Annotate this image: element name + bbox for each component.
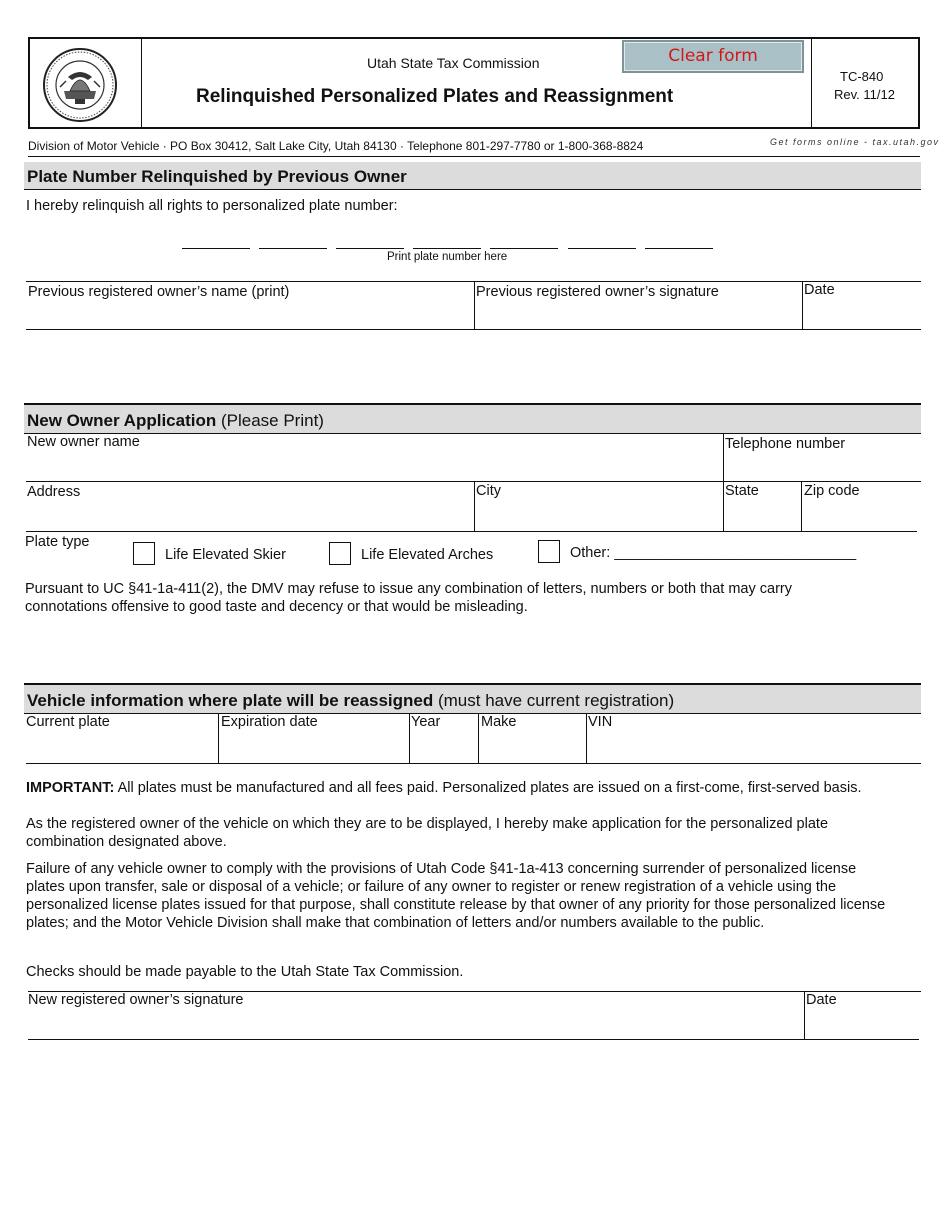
state-label: State [725,483,759,499]
city-field[interactable] [476,504,721,529]
online-link[interactable]: Get forms online - tax.utah.gov [770,137,940,147]
skier-option-label: Life Elevated Skier [165,547,286,563]
section-new-owner-heading: New Owner Application (Please Print) [24,403,921,434]
divider [474,481,475,532]
vin-field[interactable] [588,736,920,762]
current-plate-label: Current plate [26,714,110,730]
expiration-field[interactable] [220,736,407,762]
application-statement: As the registered owner of the vehicle on which they are to be displayed, I hereby make application for the personalized plate combination designated above. [26,816,829,850]
divider [586,714,587,764]
header-divider [141,39,142,127]
prev-date-field[interactable] [804,303,920,328]
other-option-label[interactable]: Other: ______________________________ [570,545,857,561]
city-label: City [476,483,501,499]
current-plate-field[interactable] [26,736,216,762]
section-vehicle-heading: Vehicle information where plate will be reassigned (must have current registration) [24,683,921,714]
state-field[interactable] [725,504,799,529]
plate-char-field-7[interactable] [645,248,713,249]
checks-statement: Checks should be made payable to the Utah State Tax Commission. [26,964,464,980]
agency-name: Utah State Tax Commission [367,55,540,71]
clear-form-button[interactable]: Clear form [622,40,804,73]
form-number: TC-840 [840,69,884,84]
plate-char-field-1[interactable] [182,248,250,249]
prev-owner-signature-label: Previous registered owner’s signature [476,284,719,300]
address-label: Address [27,484,81,500]
plate-char-field-2[interactable] [259,248,327,249]
divider [26,763,921,764]
zip-label: Zip code [804,483,860,499]
failure-statement: Failure of any vehicle owner to comply with the provisions of Utah Code §41-1a-413 concerning surrender of personalized license plates upon transfer, sale or disposal of a vehicle; or failure of any owner to register or renew registration of a vehicle using the personalized license plates issued for that purpose, shall constitute release by that owner of any priority for those personalized license plates; and the Motor Vehicle Division shall make that combination of letters and/or numbers available to the public. [26,861,886,931]
divider [723,434,724,532]
skier-checkbox[interactable] [133,542,155,565]
plate-caption: Print plate number here [387,251,508,263]
form-number-block [834,68,895,104]
new-signature-field[interactable] [28,1012,802,1038]
year-label: Year [411,714,441,730]
division-contact: Division of Motor Vehicle · PO Box 30412, Salt Lake City, Utah 84130 · Telephone 801-297-7780 or 1-800-368-8824 [28,139,644,153]
form-revision: Rev. 11/12 [834,87,895,102]
header-divider [811,39,812,127]
plate-char-field-3[interactable] [336,248,404,249]
make-label: Make [481,714,517,730]
offensive-notice: Pursuant to UC §41-1a-411(2), the DMV may refuse to issue any combination of letters, numbers or both that may carry connotations offensive to good taste and decency or that would be misleading. [25,581,792,615]
zip-field[interactable] [803,504,917,529]
prev-owner-name-field[interactable] [26,303,472,328]
new-owner-name-label: New owner name [27,434,140,450]
form-title: Relinquished Personalized Plates and Reassignment [196,86,674,107]
relinquish-statement: I hereby relinquish all rights to personalized plate number: [26,198,398,214]
plate-type-label: Plate type [25,534,90,550]
new-date-field[interactable] [806,1012,919,1038]
divider [409,714,410,764]
vin-label: VIN [588,714,613,730]
divider [28,156,920,157]
prev-owner-name-label: Previous registered owner’s name (print) [28,284,290,300]
divider [28,1039,919,1040]
divider [478,714,479,764]
divider [801,481,802,532]
make-field[interactable] [480,736,584,762]
divider [804,991,805,1040]
new-owner-name-field[interactable] [26,454,720,479]
prev-date-label: Date [804,282,835,298]
expiration-label: Expiration date [221,714,318,730]
address-field[interactable] [26,504,472,529]
year-field[interactable] [411,736,476,762]
plate-char-field-6[interactable] [568,248,636,249]
divider [474,281,475,330]
arches-checkbox[interactable] [329,542,351,565]
new-date-label: Date [806,992,837,1008]
prev-owner-signature-field[interactable] [476,303,800,328]
important-notice: IMPORTANT: All plates must be manufactured and all fees paid. Personalized plates are issued on a first-come, first-served basis. [26,780,862,796]
other-checkbox[interactable] [538,540,560,563]
plate-char-field-5[interactable] [490,248,558,249]
telephone-field[interactable] [726,456,918,479]
state-seal-icon [42,47,118,123]
telephone-label: Telephone number [725,436,846,452]
arches-option-label: Life Elevated Arches [361,547,494,563]
divider [802,281,803,330]
divider [218,714,219,764]
section-relinquish-heading: Plate Number Relinquished by Previous Owner [24,162,921,190]
new-signature-label: New registered owner’s signature [28,992,244,1008]
divider [26,531,917,532]
plate-char-field-4[interactable] [413,248,481,249]
